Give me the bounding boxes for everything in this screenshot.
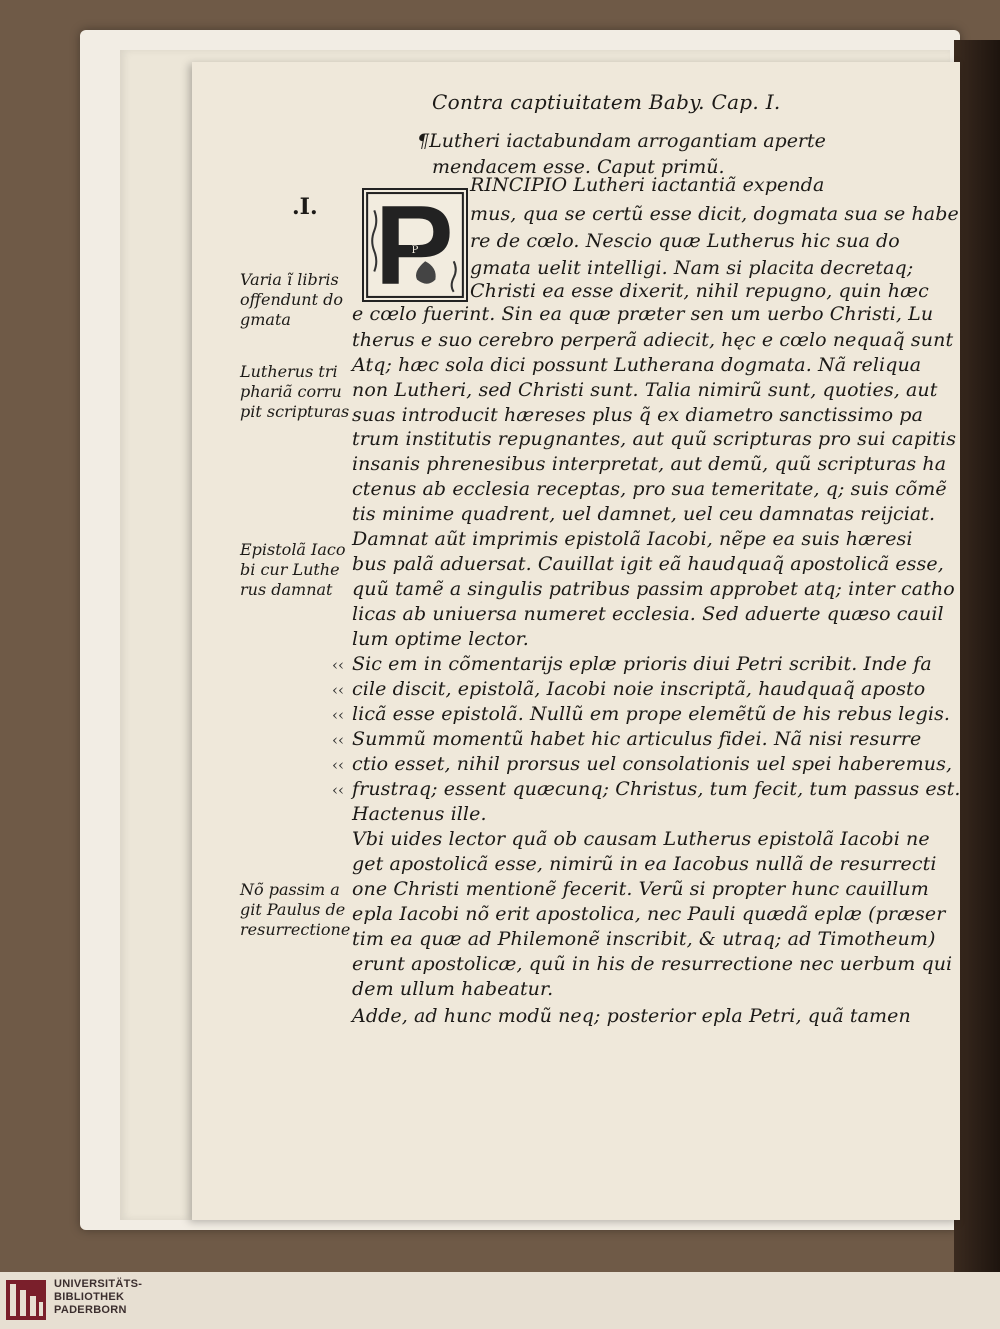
text-line: cile discit, epistolã, Iacobi noie inscriptã, haudquaq̃ aposto — [352, 678, 926, 700]
text-line: dem ullum habeatur. — [352, 978, 554, 1000]
initial-letter: P — [411, 245, 419, 257]
text-line: tim ea quæ ad Philemonẽ inscribit, & utraq; ad Timotheum) — [352, 928, 936, 950]
text-line: trum institutis repugnantes, aut quũ scripturas pro sui capitis — [352, 428, 957, 450]
text-line: Atq; hæc sola dici possunt Lutherana dogmata. Nã reliqua — [352, 354, 922, 376]
text-line: licas ab uniuersa numeret ecclesia. Sed aduerte quæso cauil — [352, 603, 944, 625]
text-line: Vbi uides lector quã ob causam Lutherus epistolã Iacobi ne — [352, 828, 930, 850]
library-name-line-3: PADERBORN — [54, 1304, 127, 1316]
quotation-mark: ‹‹ — [332, 681, 344, 699]
text-line: Christi ea esse dixerit, nihil repugno, quin hæc — [470, 280, 929, 302]
text-line: quũ tamẽ a singulis patribus passim approbet atq; inter catho — [352, 578, 955, 600]
quotation-mark: ‹‹ — [332, 781, 344, 799]
marginal-note: Varia ĩ libris offendunt do gmata — [240, 270, 343, 329]
text-line: Summũ momentũ habet hic articulus fidei. Nã nisi resurre — [352, 728, 922, 750]
text-line: suas introducit hæreses plus q̃ ex diametro sanctissimo pa — [352, 404, 923, 426]
text-line: licã esse epistolã. Nullũ em prope elemẽtũ de his rebus legis. — [352, 703, 951, 725]
section-number: .I. — [292, 194, 318, 220]
text-line: tis minime quadrent, uel damnet, uel ceu damnatas reijciat. — [352, 503, 936, 525]
quotation-mark: ‹‹ — [332, 756, 344, 774]
chapter-title-line-1: ¶Lutheri iactabundam arrogantiam aperte — [417, 130, 826, 152]
text-line: erunt apostolicæ, quũ in his de resurrectione nec uerbum qui — [352, 953, 953, 975]
text-line: insanis phrenesibus interpretat, aut demũ, quũ scripturas ha — [352, 453, 947, 475]
text-line: get apostolicã esse, nimirũ in ea Iacobus nullã de resurrecti — [352, 853, 937, 875]
decorated-initial — [362, 188, 468, 302]
chapter-title-line-2: mendacem esse. Caput primũ. — [432, 156, 725, 178]
text-line: mus, qua se certũ esse dicit, dogmata sua se habe — [470, 203, 959, 225]
quotation-mark: ‹‹ — [332, 656, 344, 674]
quotation-mark: ‹‹ — [332, 731, 344, 749]
text-line: ctenus ab ecclesia receptas, pro sua temeritate, q; suis cõmẽ — [352, 478, 947, 500]
text-line: frustraq; essent quæcunq; Christus, tum fecit, tum passus est. — [352, 778, 961, 800]
library-logo-icon — [6, 1280, 46, 1320]
library-name — [54, 1278, 142, 1317]
marginal-note: Nõ passim a git Paulus de resurrectione — [240, 880, 351, 939]
ornamental-initial-icon — [364, 190, 466, 300]
text-line: epla Iacobi nõ erit apostolica, nec Pauli quædã eplæ (præser — [352, 903, 946, 925]
library-logo-bar — [0, 1272, 1000, 1329]
text-line: therus e suo cerebro perperã adiecit, hęc e cœlo nequaq̃ sunt — [352, 329, 954, 351]
text-line: Hactenus ille. — [352, 803, 487, 825]
running-header: Contra captiuitatem Baby. Cap. I. — [432, 90, 781, 114]
text-line: Sic em in cõmentarijs eplæ prioris diui Petri scribit. Inde fa — [352, 653, 932, 675]
text-line: Adde, ad hunc modũ neq; posterior epla Petri, quã tamen — [352, 1005, 911, 1027]
text-line: lum optime lector. — [352, 628, 529, 650]
text-line: one Christi mentionẽ fecerit. Verũ si propter hunc cauillum — [352, 878, 929, 900]
library-name-line-1: UNIVERSITÄTS- — [54, 1278, 143, 1290]
text-line: bus palã aduersat. Cauillat igit eã haudquaq̃ apostolicã esse, — [352, 553, 944, 575]
library-name-line-2: BIBLIOTHEK — [54, 1291, 125, 1303]
marginal-note: Lutherus tri phariã corru pit scripturas — [240, 362, 350, 421]
text-line: gmata uelit intelligi. Nam si placita decretaq; — [470, 257, 914, 279]
book-spine — [954, 40, 1000, 1272]
text-line: RINCIPIO Lutheri iactantiã expenda — [470, 174, 825, 196]
text-line: re de cœlo. Nescio quæ Lutherus hic sua do — [470, 230, 900, 252]
book-page — [192, 62, 960, 1220]
marginal-note: Epistolã Iaco bi cur Luthe rus damnat — [240, 540, 346, 599]
quotation-mark: ‹‹ — [332, 706, 344, 724]
text-line: Damnat aũt imprimis epistolã Iacobi, nẽpe ea suis hæresi — [352, 528, 913, 550]
text-line: ctio esset, nihil prorsus uel consolationis uel spei haberemus, — [352, 753, 953, 775]
text-line: e cœlo fuerint. Sin ea quæ præter sen um uerbo Christi, Lu — [352, 303, 934, 325]
text-line: non Lutheri, sed Christi sunt. Talia nimirũ sunt, quoties, aut — [352, 379, 938, 401]
